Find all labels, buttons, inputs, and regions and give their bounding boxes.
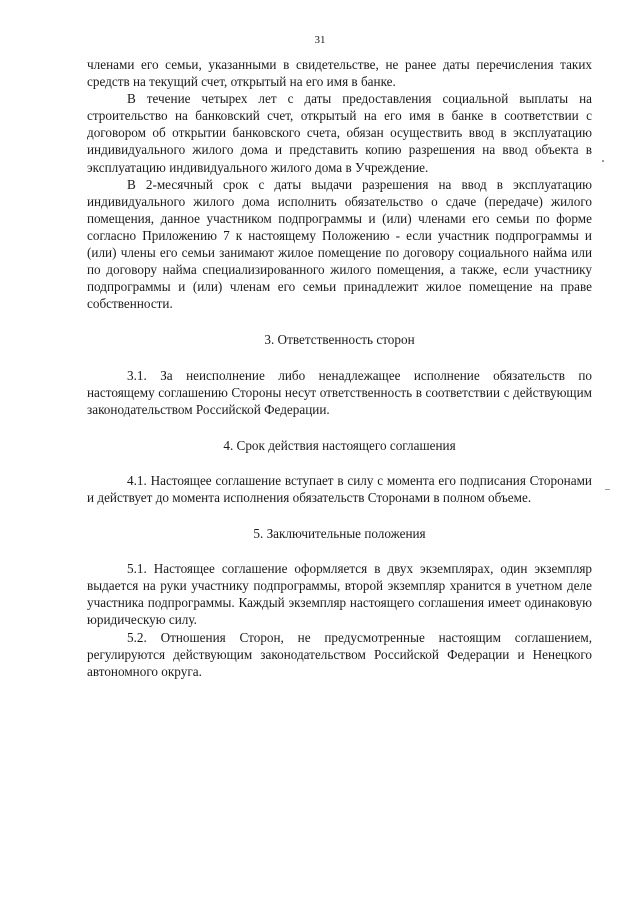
paragraph: В 2-месячный срок с даты выдачи разрешения на ввод в эксплуатацию индивидуального жилого дома исполнить обязательство о сдаче (передаче) жилого помещения, данное участником подпрограммы и (или) членами его семьи по форме согласно Приложению 7 к настоящему Положению - если участник подпрограммы и (или) члены его семьи занимают жилое помещение по договору социального найма или по договору найма специализированного жилого помещения, а также, если участнику подпрограммы и (или) членам его семьи принадлежит жилое помещение на праве собственности.: [87, 176, 592, 312]
paragraph: 5.2. Отношения Сторон, не предусмотренные настоящим соглашением, регулируются действующим законодательством Российской Федерации и Ненецкого автономного округа.: [87, 629, 592, 679]
section-heading: 4. Срок действия настоящего соглашения: [223, 437, 456, 453]
paragraph: 5.1. Настоящее соглашение оформляется в двух экземплярах, один экземпляр выдается на руки участнику подпрограммы, второй экземпляр хранится в учетном деле участника подпрограммы. Каждый экземпляр настоящего соглашения имеет одинаковую юридическую силу.: [87, 561, 592, 628]
paragraph: 3.1. За неисполнение либо ненадлежащее исполнение обязательств по настоящему соглашению Стороны несут ответственность в соответствии с действующим законодательством Российской Федерации.: [87, 367, 592, 417]
section-heading: 3. Ответственность сторон: [264, 332, 415, 348]
paragraph: 4.1. Настоящее соглашение вступает в силу с момента его подписания Сторонами и действует до момента исполнения обязательств Сторонами в полном объеме.: [87, 472, 592, 505]
section-heading: 5. Заключительные положения: [253, 526, 426, 542]
paragraph: В течение четырех лет с даты предоставления социальной выплаты на строительство на банковский счет, открытый на его имя в банке в соответствии с договором об открытии банковского счета, обязан осуществить ввод в эксплуатацию индивидуального жилого дома и представить копию разрешения на ввод объекта в эксплуатацию индивидуального жилого дома в Учреждение.: [87, 91, 592, 175]
document-body: [87, 56, 592, 680]
paragraph: членами его семьи, указанными в свидетельстве, не ранее даты перечисления таких средств на текущий счет, открытый на его имя в банке.: [87, 57, 592, 90]
scan-mark: [602, 160, 604, 162]
page-number: 31: [314, 34, 326, 46]
scan-mark: [605, 489, 610, 490]
